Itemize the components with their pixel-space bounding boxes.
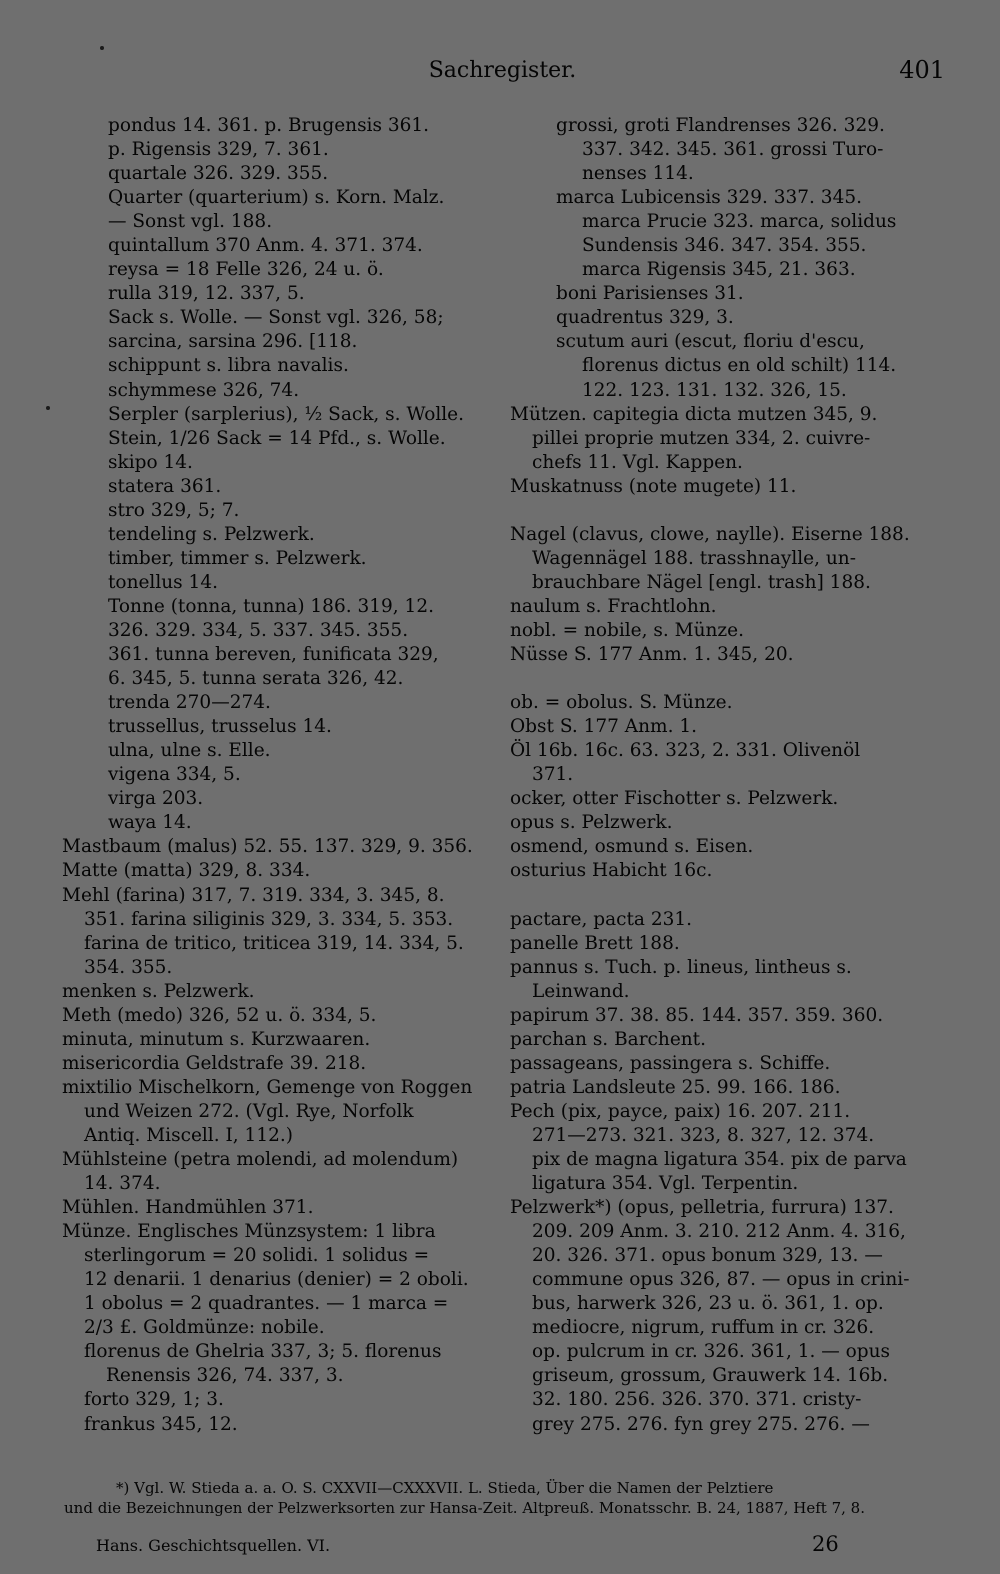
index-entry-line: Sack s. Wolle. — Sonst vgl. 326, 58;: [108, 307, 444, 329]
index-entry-line: pix de magna ligatura 354. pix de parva: [532, 1149, 907, 1171]
index-entry-line: griseum, grossum, Grauwerk 14. 16b.: [532, 1365, 889, 1387]
index-entry-line: 1 obolus = 2 quadrantes. — 1 marca =: [84, 1293, 449, 1315]
index-entry-line: Leinwand.: [532, 980, 630, 1002]
index-entry-line: stro 329, 5; 7.: [108, 499, 240, 521]
index-entry-line: Pech (pix, payce, paix) 16. 207. 211.: [510, 1100, 851, 1122]
index-entry-line: timber, timmer s. Pelzwerk.: [108, 547, 367, 569]
index-entry-line: marca Rigensis 345, 21. 363.: [582, 259, 856, 281]
index-entry-line: 326. 329. 334, 5. 337. 345. 355.: [108, 619, 409, 641]
index-entry-line: Öl 16b. 16c. 63. 323, 2. 331. Olivenöl: [510, 740, 861, 762]
index-entry-line: brauchbare Nägel [engl. trash] 188.: [532, 571, 871, 593]
index-entry-line: boni Parisienses 31.: [556, 283, 744, 305]
index-entry-line: [510, 499, 950, 523]
index-entry-line: Wagennägel 188. trasshnaylle, un-: [532, 547, 856, 569]
index-entry-line: nenses 114.: [582, 163, 694, 185]
index-entry-line: 209. 209 Anm. 3. 210. 212 Anm. 4. 316,: [532, 1221, 906, 1243]
index-entry-line: minuta, minutum s. Kurzwaaren.: [62, 1028, 371, 1050]
index-entry-line: commune opus 326, 87. — opus in crini-: [532, 1269, 910, 1291]
index-entry-line: sarcina, sarsina 296. [118.: [108, 331, 358, 353]
index-entry-line: waya 14.: [108, 812, 192, 834]
index-entry-line: [510, 667, 950, 691]
index-entry-line: mediocre, nigrum, ruffum in cr. 326.: [532, 1317, 875, 1339]
index-entry-line: Muskatnuss (note mugete) 11.: [510, 475, 797, 497]
index-entry-line: ligatura 354. Vgl. Terpentin.: [532, 1173, 799, 1195]
index-entry-line: trussellus, trusselus 14.: [108, 716, 332, 738]
index-entry-line: Nagel (clavus, clowe, naylle). Eiserne 188.: [510, 523, 910, 545]
index-entry-line: Nüsse S. 177 Anm. 1. 345, 20.: [510, 644, 794, 666]
index-entry-line: Quarter (quarterium) s. Korn. Malz.: [108, 187, 445, 209]
index-entry-line: Serpler (sarplerius), ½ Sack, s. Wolle.: [108, 403, 464, 425]
index-entry-line: tendeling s. Pelzwerk.: [108, 523, 315, 545]
index-entry-line: parchan s. Barchent.: [510, 1028, 706, 1050]
index-entry-line: p. Rigensis 329, 7. 361.: [108, 139, 329, 161]
index-entry-line: vigena 334, 5.: [108, 764, 241, 786]
index-entry-line: 351. farina siliginis 329, 3. 334, 5. 353.: [84, 908, 454, 930]
index-column-left: [62, 114, 494, 1437]
index-entry-line: 361. tunna bereven, funificata 329,: [108, 644, 439, 666]
index-entry-line: quintallum 370 Anm. 4. 371. 374.: [108, 235, 423, 257]
index-entry-line: papirum 37. 38. 85. 144. 357. 359. 360.: [510, 1004, 884, 1026]
index-entry-line: Antiq. Miscell. I, 112.): [84, 1124, 293, 1146]
index-entry-line: marca Lubicensis 329. 337. 345.: [556, 187, 862, 209]
index-entry-line: 12 denarii. 1 denarius (denier) = 2 oboli.: [84, 1269, 469, 1291]
index-entry-line: tonellus 14.: [108, 571, 218, 593]
footnote-line: *) Vgl. W. Stieda a. a. O. S. CXXVII—CXXXVII. L. Stieda, Über die Namen der Pelztiere: [116, 1479, 774, 1497]
page-header: [60, 56, 945, 90]
index-entry-line: forto 329, 1; 3.: [84, 1389, 224, 1411]
index-entry-line: op. pulcrum in cr. 326. 361, 1. — opus: [532, 1341, 891, 1363]
index-entry-line: pondus 14. 361. p. Brugensis 361.: [108, 115, 430, 136]
index-entry-line: ocker, otter Fischotter s. Pelzwerk.: [510, 788, 839, 810]
index-entry-line: und Weizen 272. (Vgl. Rye, Norfolk: [84, 1100, 414, 1122]
index-entry-line: osmend, osmund s. Eisen.: [510, 836, 754, 858]
index-entry-line: 6. 345, 5. tunna serata 326, 42.: [108, 668, 404, 690]
running-title: Sachregister.: [428, 58, 577, 83]
series-title: Hans. Geschichtsquellen. VI.: [96, 1536, 331, 1555]
page-number: 401: [899, 56, 945, 84]
index-entry-line: Münze. Englisches Münzsystem: 1 libra: [62, 1221, 436, 1243]
index-entry-line: — Sonst vgl. 188.: [108, 211, 273, 233]
index-entry-line: statera 361.: [108, 475, 222, 497]
index-entry-line: ulna, ulne s. Elle.: [108, 740, 271, 762]
index-entry-line: 2/3 £. Goldmünze: nobile.: [84, 1317, 325, 1339]
index-entry-line: Matte (matta) 329, 8. 334.: [62, 860, 311, 882]
index-entry-line: bus, harwerk 326, 23 u. ö. 361, 1. op.: [532, 1293, 884, 1315]
index-entry-line: panelle Brett 188.: [510, 932, 680, 954]
index-entry-line: skipo 14.: [108, 451, 193, 473]
index-entry-line: frankus 345, 12.: [84, 1413, 238, 1435]
index-entry-line: schippunt s. libra navalis.: [108, 355, 349, 377]
index-entry-line: 14. 374.: [84, 1173, 161, 1195]
index-entry-line: Mehl (farina) 317, 7. 319. 334, 3. 345, 8.: [62, 884, 445, 906]
footnote-line: und die Bezeichnungen der Pelzwerksorten zur Hansa-Zeit. Altpreuß. Monatsschr. B. 24, 1887, Heft 7, 8.: [64, 1499, 865, 1517]
index-entry-line: naulum s. Frachtlohn.: [510, 595, 717, 617]
index-entry-line: mixtilio Mischelkorn, Gemenge von Roggen: [62, 1076, 473, 1098]
index-entry-line: 354. 355.: [84, 956, 173, 978]
index-entry-line: patria Landsleute 25. 99. 166. 186.: [510, 1076, 841, 1098]
index-entry-line: farina de tritico, triticea 319, 14. 334, 5.: [84, 932, 464, 954]
index-entry-line: sterlingorum = 20 solidi. 1 solidus =: [84, 1245, 430, 1267]
index-entry-line: ob. = obolus. S. Münze.: [510, 692, 733, 714]
index-entry-line: florenus de Ghelria 337, 3; 5. florenus: [84, 1341, 442, 1363]
index-entry-line: Mühlsteine (petra molendi, ad molendum): [62, 1149, 459, 1171]
index-entry-line: Renensis 326, 74. 337, 3.: [106, 1365, 344, 1387]
index-entry-line: Sundensis 346. 347. 354. 355.: [582, 235, 867, 257]
index-entry-line: scutum auri (escut, floriu d'escu,: [556, 331, 865, 353]
index-entry-line: rulla 319, 12. 337, 5.: [108, 283, 305, 305]
index-entry-line: [510, 884, 950, 908]
index-entry-line: Tonne (tonna, tunna) 186. 319, 12.: [108, 595, 434, 617]
index-entry-line: pactare, pacta 231.: [510, 908, 693, 930]
index-entry-line: Stein, 1/26 Sack = 14 Pfd., s. Wolle.: [108, 427, 446, 449]
index-entry-line: Pelzwerk*) (opus, pelletria, furrura) 137.: [510, 1197, 894, 1219]
index-entry-line: Mützen. capitegia dicta mutzen 345, 9.: [510, 403, 878, 425]
index-entry-line: trenda 270—274.: [108, 692, 271, 714]
index-entry-line: quartale 326. 329. 355.: [108, 163, 329, 185]
index-entry-line: nobl. = nobile, s. Münze.: [510, 619, 744, 641]
index-entry-line: chefs 11. Vgl. Kappen.: [532, 451, 743, 473]
index-entry-line: quadrentus 329, 3.: [556, 307, 734, 329]
index-entry-line: Meth (medo) 326, 52 u. ö. 334, 5.: [62, 1004, 377, 1026]
index-entry-line: opus s. Pelzwerk.: [510, 812, 673, 834]
index-entry-line: grossi, groti Flandrenses 326. 329.: [556, 115, 885, 136]
index-entry-line: grey 275. 276. fyn grey 275. 276. —: [532, 1413, 870, 1435]
index-entry-line: 32. 180. 256. 326. 370. 371. cristy-: [532, 1389, 862, 1411]
index-entry-line: Mastbaum (malus) 52. 55. 137. 329, 9. 356.: [62, 836, 473, 858]
index-entry-line: schymmese 326, 74.: [108, 379, 300, 401]
index-entry-line: 371.: [532, 764, 574, 786]
speck-mark: [46, 406, 50, 410]
index-entry-line: 271—273. 321. 323, 8. 327, 12. 374.: [532, 1124, 875, 1146]
index-entry-line: menken s. Pelzwerk.: [62, 980, 255, 1002]
index-entry-line: misericordia Geldstrafe 39. 218.: [62, 1052, 367, 1074]
signature-mark: 26: [812, 1532, 839, 1556]
index-entry-line: 122. 123. 131. 132. 326, 15.: [582, 379, 847, 401]
index-entry-line: 337. 342. 345. 361. grossi Turo-: [582, 139, 884, 161]
index-entry-line: pannus s. Tuch. p. lineus, lintheus s.: [510, 956, 852, 978]
index-entry-line: 20. 326. 371. opus bonum 329, 13. —: [532, 1245, 883, 1267]
index-entry-line: passageans, passingera s. Schiffe.: [510, 1052, 831, 1074]
index-entry-line: Obst S. 177 Anm. 1.: [510, 716, 698, 738]
index-column-right: [510, 114, 950, 1437]
index-entry-line: pillei proprie mutzen 334, 2. cuivre-: [532, 427, 871, 449]
index-entry-line: osturius Habicht 16c.: [510, 860, 713, 882]
speck-mark: [100, 46, 104, 50]
index-entry-line: reysa = 18 Felle 326, 24 u. ö.: [108, 259, 384, 281]
index-entry-line: Mühlen. Handmühlen 371.: [62, 1197, 314, 1219]
footnote: [64, 1478, 949, 1518]
index-entry-line: virga 203.: [108, 788, 204, 810]
index-entry-line: florenus dictus en old schilt) 114.: [582, 355, 897, 377]
index-entry-line: marca Prucie 323. marca, solidus: [582, 211, 897, 233]
